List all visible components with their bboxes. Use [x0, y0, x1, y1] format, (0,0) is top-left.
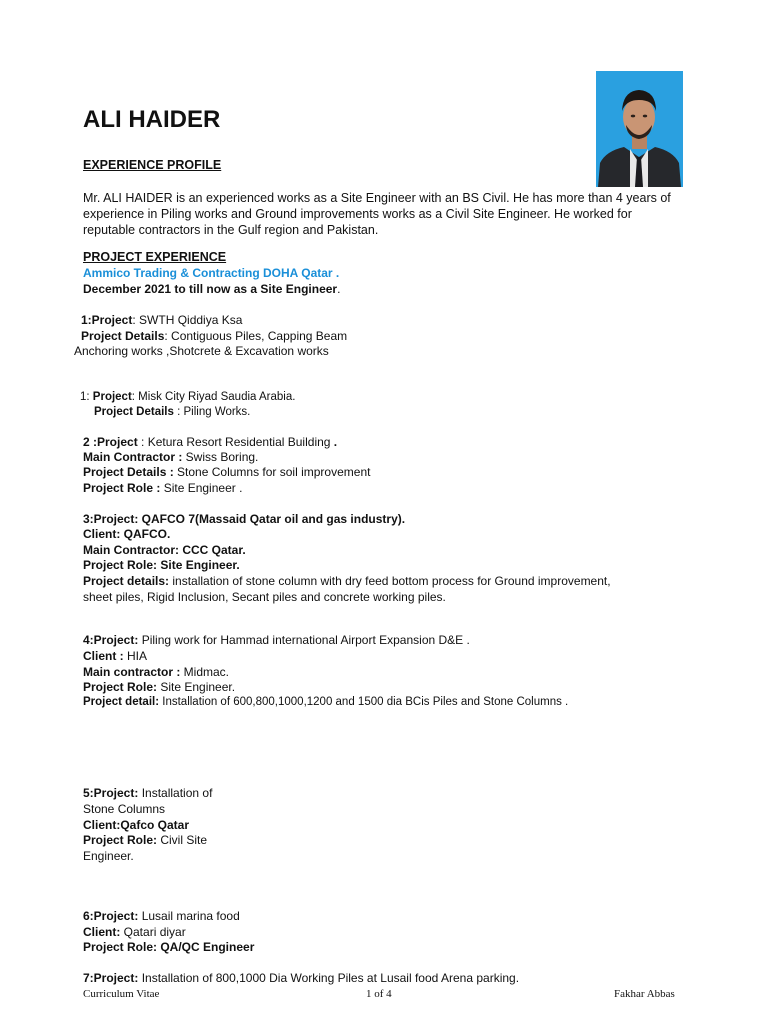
client-label: Client :: [83, 649, 124, 663]
project-value: : SWTH Qiddiya Ksa: [132, 313, 243, 327]
experience-profile-text: Mr. ALI HAIDER is an experienced works as a Site Engineer with an BS Civil. He has more than 4 years of experience in Piling works and Ground improvements works as a Civil Site Engineer. He worked for reputable contractors in the Gulf region and Pakistan.: [83, 191, 671, 237]
project-2-title: [83, 435, 337, 450]
project-5-title-line2: Stone Columns: [83, 802, 166, 816]
project-4-detail: [83, 695, 568, 710]
role-label: Project Role :: [83, 481, 161, 495]
project-prefix: 1:: [80, 391, 93, 403]
detail-label: Project detail:: [83, 696, 160, 708]
details-value: : Piling Works.: [173, 406, 251, 418]
project-label: 1:Project: [81, 313, 133, 327]
project-label: 6:Project:: [83, 909, 139, 923]
role-value: Civil Site: [157, 833, 208, 847]
role-value: : Site Engineer.: [153, 558, 240, 572]
project-tail: .: [330, 435, 338, 449]
details-value: Stone Columns for soil improvement: [173, 465, 371, 479]
role-value: Site Engineer .: [160, 481, 243, 495]
person-portrait-image: [596, 71, 683, 187]
experience-profile-heading: EXPERIENCE PROFILE: [83, 158, 222, 172]
details-label: Project Details: [81, 329, 165, 343]
footer-page-number: 1 of 4: [366, 988, 392, 1000]
project-3-contractor: Main Contractor: CCC Qatar.: [83, 543, 246, 557]
project-5-client: Client:Qafco Qatar: [83, 818, 190, 832]
details-value: : Contiguous Piles, Capping Beam: [164, 329, 348, 343]
company-name: Ammico Trading & Contracting DOHA Qatar .: [83, 266, 340, 280]
project-5-role-line2: Engineer.: [83, 849, 134, 863]
project-label: 2 :Project: [83, 435, 138, 449]
details-value: installation of stone column with dry feed bottom process for Ground improvement,: [169, 574, 611, 588]
client-label: Client:: [83, 925, 121, 939]
role-label: Project Role:: [83, 680, 158, 694]
project-6-role: Project Role: QA/QC Engineer: [83, 940, 255, 954]
project-4-role: [83, 680, 235, 695]
candidate-name: ALI HAIDER: [83, 106, 221, 133]
project-3-details-line2: sheet piles, Rigid Inclusion, Secant piles and concrete working piles.: [83, 590, 446, 604]
project-value: Piling work for Hammad international Airport Expansion D&E .: [138, 633, 470, 647]
role-label: Project Role:: [83, 833, 158, 847]
footer-right: Fakhar Abbas: [614, 988, 675, 1000]
role-value: Site Engineer.: [157, 680, 236, 694]
project-value: Lusail marina food: [138, 909, 240, 923]
employment-period-text: December 2021 to till now as a Site Engineer: [83, 282, 338, 296]
project-1b-details: [94, 405, 250, 420]
project-value: Installation of 800,1000 Dia Working Piles at Lusail food Arena parking.: [138, 971, 520, 985]
project-label: 7:Project:: [83, 971, 139, 985]
contractor-label: Main contractor :: [83, 665, 181, 679]
project-label: 4:Project:: [83, 633, 139, 647]
employment-period-tail: .: [337, 282, 341, 296]
project-3-title: 3:Project: QAFCO 7(Massaid Qatar oil and gas industry).: [83, 512, 406, 526]
project-experience-heading: PROJECT EXPERIENCE: [83, 250, 227, 264]
project-3-client: Client: QAFCO.: [83, 527, 171, 541]
client-value: Qatari diyar: [120, 925, 186, 939]
project-6-client: [83, 925, 186, 940]
contractor-value: Midmac.: [180, 665, 230, 679]
project-label: Project: [92, 391, 132, 403]
project-1b-title: [80, 390, 295, 405]
project-5-role: [83, 833, 207, 848]
project-6-title: [83, 909, 240, 924]
details-label: Project Details: [94, 406, 174, 418]
role-label: Project Role: [83, 558, 154, 572]
project-4-title: [83, 633, 470, 648]
footer-left: Curriculum Vitae: [83, 988, 160, 1000]
project-2-contractor: [83, 450, 258, 465]
project-value: : Ketura Resort Residential Building: [137, 435, 331, 449]
project-2-role: [83, 481, 242, 496]
project-7-title: [83, 971, 519, 986]
project-5-title: [83, 786, 212, 801]
project-1a-details: [81, 329, 347, 344]
project-4-contractor: [83, 665, 229, 680]
project-2-details: [83, 465, 370, 480]
client-value: HIA: [123, 649, 148, 663]
project-1a-details-line2: Anchoring works ,Shotcrete & Excavation works: [74, 344, 329, 358]
profile-photo: [596, 71, 683, 187]
employment-period: [83, 282, 340, 297]
details-label: Project details:: [83, 574, 170, 588]
project-3-role: [83, 558, 240, 573]
detail-value: Installation of 600,800,1000,1200 and 1500 dia BCis Piles and Stone Columns .: [159, 696, 569, 708]
contractor-label: Main Contractor :: [83, 450, 183, 464]
project-value: Installation of: [138, 786, 213, 800]
details-label: Project Details :: [83, 465, 174, 479]
contractor-value: Swiss Boring.: [182, 450, 259, 464]
project-4-client: [83, 649, 147, 664]
project-3-details: [83, 574, 611, 589]
project-label: 5:Project:: [83, 786, 139, 800]
project-value: : Misk City Riyad Saudia Arabia.: [131, 391, 296, 403]
project-1a-title: [81, 313, 242, 328]
